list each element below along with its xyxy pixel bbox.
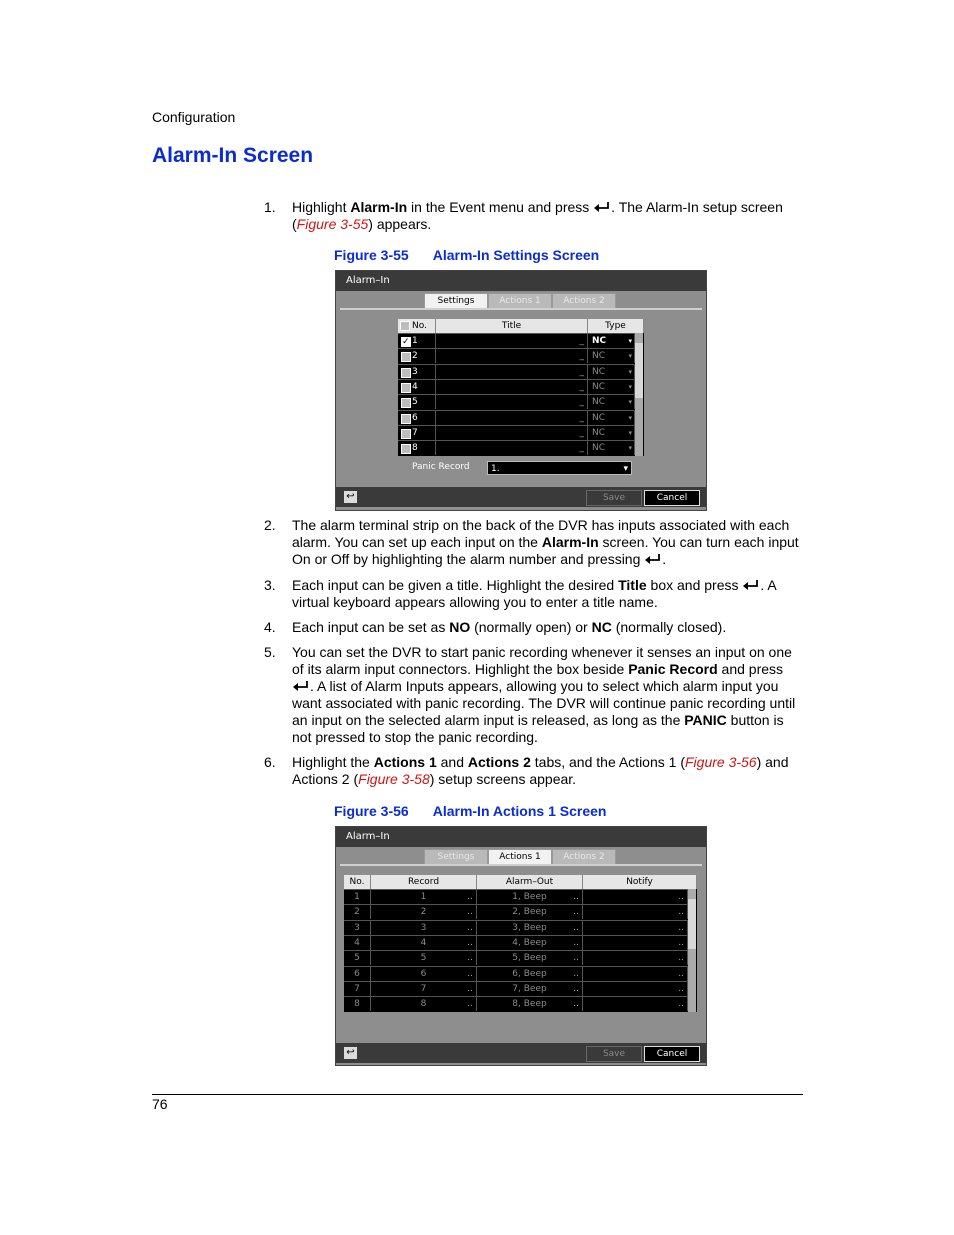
row-number: 4 (344, 936, 371, 950)
chevron-down-icon: ▾ (623, 464, 628, 474)
cancel-button[interactable]: Cancel (644, 1046, 700, 1062)
table-row[interactable] (344, 904, 688, 919)
table-row[interactable] (344, 966, 688, 981)
record-field[interactable]: 2 .. (371, 905, 477, 919)
checkbox[interactable] (401, 337, 411, 347)
column-header-type: Type (588, 319, 644, 333)
row-number: 1 (344, 890, 371, 904)
table-row[interactable] (398, 364, 635, 379)
title-field[interactable]: _ (436, 380, 588, 394)
screen-bottombar (336, 487, 706, 507)
notify-field[interactable]: .. (583, 967, 688, 981)
tab-settings[interactable]: Settings (424, 849, 488, 865)
type-select[interactable]: NC ▾ (588, 395, 635, 409)
enter-key-icon (742, 579, 760, 591)
checkbox[interactable] (401, 383, 411, 393)
title-field[interactable]: _ (436, 365, 588, 379)
step-number: 4. (264, 619, 276, 635)
checkbox[interactable] (401, 429, 411, 439)
enter-key-icon (644, 553, 662, 565)
save-button[interactable]: Save (586, 1046, 642, 1062)
alarm-out-field[interactable]: 7, Beep .. (477, 982, 583, 996)
alarm-actions-table (344, 875, 697, 1012)
notify-field[interactable]: .. (583, 936, 688, 950)
step-number: 1. (264, 199, 276, 215)
back-icon[interactable]: ↩ (344, 491, 357, 503)
table-row[interactable] (398, 410, 635, 425)
tab-settings[interactable]: Settings (424, 293, 488, 309)
title-field[interactable]: _ (436, 395, 588, 409)
section-title: Alarm-In Screen (152, 144, 314, 167)
alarm-out-field[interactable]: 3, Beep .. (477, 921, 583, 935)
table-row[interactable] (398, 379, 635, 394)
type-select[interactable]: NC ▾ (588, 380, 635, 394)
figure-caption: Figure 3-55 Alarm-In Settings Screen (334, 247, 600, 263)
row-number: 6 (344, 967, 371, 981)
row-number: 5 (344, 951, 371, 965)
chevron-down-icon: ▾ (628, 337, 632, 345)
chevron-down-icon: ▾ (628, 352, 632, 361)
row-number[interactable]: ✓ 1 (398, 334, 436, 348)
record-field[interactable]: 5 .. (371, 951, 477, 965)
table-row[interactable] (344, 920, 688, 935)
row-number[interactable]: 5 (398, 395, 436, 409)
column-header-notify: Notify (583, 875, 697, 889)
notify-field[interactable]: .. (583, 921, 688, 935)
row-number[interactable]: 2 (398, 349, 436, 363)
column-header-no: No. (344, 875, 371, 889)
title-field[interactable]: _ (436, 411, 588, 425)
table-row[interactable] (398, 425, 635, 440)
column-header-record: Record (371, 875, 477, 889)
title-field[interactable]: _ (436, 426, 588, 440)
notify-field[interactable]: .. (583, 890, 688, 904)
notify-field[interactable]: .. (583, 951, 688, 965)
column-header-title: Title (436, 319, 588, 333)
figure-link[interactable]: Figure 3-56 (685, 754, 757, 770)
type-select[interactable]: NC ▾ (588, 441, 635, 455)
alarm-out-field[interactable]: 8, Beep .. (477, 997, 583, 1011)
enter-key-icon (593, 201, 611, 213)
record-field[interactable]: 7 .. (371, 982, 477, 996)
record-field[interactable]: 8 .. (371, 997, 477, 1011)
type-select[interactable]: NC ▾ (588, 411, 635, 425)
type-select[interactable]: NC ▾ (588, 334, 635, 348)
table-row[interactable] (344, 935, 688, 950)
table-row[interactable] (344, 950, 688, 965)
tab-actions-2[interactable]: Actions 2 (552, 293, 616, 309)
screen-titlebar: Alarm–In (336, 271, 706, 291)
step-number: 3. (264, 577, 276, 593)
step-text: Highlight the Actions 1 and Actions 2 tabs, and the Actions 1 (Figure 3-56) and Actions 2 (Figure 3-58) setup screens appear. (292, 754, 789, 787)
table-row[interactable] (344, 889, 688, 904)
table-row[interactable] (344, 996, 688, 1011)
type-select[interactable]: NC ▾ (588, 426, 635, 440)
step-number: 6. (264, 754, 276, 770)
row-number[interactable]: 7 (398, 426, 436, 440)
tab-actions-1[interactable]: Actions 1 (488, 293, 552, 309)
table-row[interactable] (398, 394, 635, 409)
figure-link[interactable]: Figure 3-58 (358, 771, 430, 787)
notify-field[interactable]: .. (583, 982, 688, 996)
step-text: The alarm terminal strip on the back of the DVR has inputs associated with each alarm. You can set up each input on the Alarm-In screen. You can turn each input On or Off by highlighting the alarm number and pressing . (292, 517, 799, 567)
alarm-out-field[interactable]: 2, Beep .. (477, 905, 583, 919)
row-number: 2 (344, 905, 371, 919)
column-header-no: No. (398, 319, 436, 333)
alarm-in-actions-1-screen (335, 826, 707, 1066)
table-row[interactable] (398, 440, 635, 455)
chevron-down-icon: ▾ (628, 413, 632, 422)
notify-field[interactable]: .. (583, 905, 688, 919)
alarm-out-field[interactable]: 6, Beep .. (477, 967, 583, 981)
checkbox[interactable] (401, 444, 411, 454)
row-number[interactable]: 4 (398, 380, 436, 394)
chevron-down-icon: ▾ (628, 382, 632, 391)
tab-actions-2[interactable]: Actions 2 (552, 849, 616, 865)
row-number[interactable]: 3 (398, 365, 436, 379)
scrollbar[interactable] (688, 889, 696, 1012)
checkbox[interactable] (401, 368, 411, 378)
back-icon[interactable]: ↩ (344, 1047, 357, 1059)
panic-record-label: Panic Record (412, 462, 470, 472)
step-text: Each input can be set as NO (normally open) or NC (normally closed). (292, 619, 727, 635)
screen-bottombar (336, 1043, 706, 1063)
record-field[interactable]: 4 .. (371, 936, 477, 950)
column-header-alarm-out: Alarm–Out (477, 875, 583, 889)
page-number: 76 (152, 1096, 168, 1112)
step-text: Each input can be given a title. Highlight the desired Title box and press . A virtual keyboard appears allowing you to enter a title name. (292, 577, 776, 610)
checkbox[interactable] (401, 414, 411, 424)
record-field[interactable]: 3 .. (371, 921, 477, 935)
row-number: 8 (344, 997, 371, 1011)
screen-titlebar: Alarm–In (336, 827, 706, 847)
title-field[interactable]: _ (436, 441, 588, 455)
alarm-out-field[interactable]: 1, Beep .. (477, 890, 583, 904)
save-button[interactable]: Save (586, 490, 642, 506)
row-number: 3 (344, 921, 371, 935)
alarm-in-settings-screen (335, 270, 707, 511)
table-row[interactable] (398, 333, 635, 348)
chevron-down-icon: ▾ (628, 367, 632, 376)
chevron-down-icon: ▾ (628, 444, 632, 453)
row-number[interactable]: 6 (398, 411, 436, 425)
scrollbar-thumb[interactable] (688, 899, 696, 949)
record-field[interactable]: 6 .. (371, 967, 477, 981)
cancel-button[interactable]: Cancel (644, 490, 700, 506)
figure-link[interactable]: Figure 3-55 (296, 216, 369, 232)
table-row[interactable] (344, 981, 688, 996)
title-field[interactable]: _ (436, 334, 588, 348)
notify-field[interactable]: .. (583, 997, 688, 1011)
tab-actions-1[interactable]: Actions 1 (488, 849, 552, 865)
record-field[interactable]: 1 .. (371, 890, 477, 904)
type-select[interactable]: NC ▾ (588, 365, 635, 379)
row-number: 7 (344, 982, 371, 996)
step-number: 2. (264, 517, 276, 533)
alarm-settings-table (398, 319, 644, 456)
alarm-out-field[interactable]: 4, Beep .. (477, 936, 583, 950)
title-field[interactable]: _ (436, 349, 588, 363)
running-header: Configuration (152, 109, 236, 125)
step-text: Highlight Alarm-In in the Event menu and press . The Alarm-In setup screen (Figure 3-55) appears. (292, 199, 783, 232)
scrollbar-thumb[interactable] (635, 343, 643, 398)
row-number[interactable]: 8 (398, 441, 436, 455)
chevron-down-icon: ▾ (628, 398, 632, 407)
table-row[interactable] (398, 348, 635, 363)
chevron-down-icon: ▾ (628, 428, 632, 437)
alarm-out-field[interactable]: 5, Beep .. (477, 951, 583, 965)
step-text: You can set the DVR to start panic recording whenever it senses an input on one of its alarm input connectors. Highlight the box beside Panic Record and press . A list of Alarm Inputs appears, allowing you to select which alarm input you want associated with panic recording. The DVR will continue panic recording until an input on the selected alarm input is released, as long as the PANIC button is not pressed to stop the panic recording. (292, 644, 796, 745)
panic-record-select[interactable]: 1. ▾ (487, 461, 632, 475)
footer-rule (152, 1094, 803, 1095)
scrollbar[interactable] (635, 333, 643, 456)
figure-caption: Figure 3-56 Alarm-In Actions 1 Screen (334, 803, 607, 819)
step-number: 5. (264, 644, 276, 660)
enter-key-icon (292, 680, 310, 692)
checkbox[interactable] (401, 352, 411, 362)
checkbox[interactable] (401, 398, 411, 408)
type-select[interactable]: NC ▾ (588, 349, 635, 363)
